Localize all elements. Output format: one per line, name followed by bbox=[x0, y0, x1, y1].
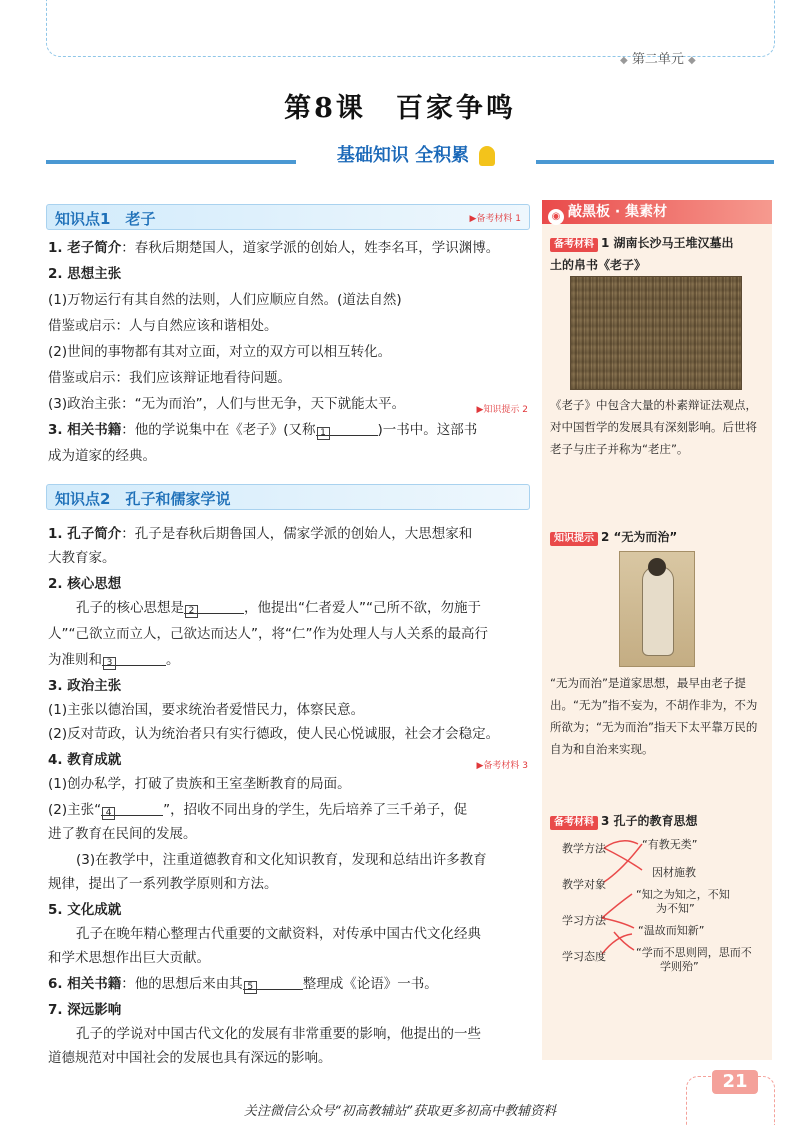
s1-para-3: (1)万物运行有其自然的法则，人们应顺应自然。(道法自然) bbox=[48, 292, 402, 308]
s1-para-9: 成为道家的经典。 bbox=[48, 448, 156, 464]
mind-right-5: “温故而知新” bbox=[638, 924, 705, 937]
s2-para-4c: 进了教育在民间的发展。 bbox=[48, 826, 197, 842]
page-title: 第8课 百家争鸣 bbox=[284, 93, 516, 124]
s2-para-7a: 孔子的学说对中国古代文化的发展有非常重要的影响，他提出的一些 bbox=[76, 1026, 481, 1042]
s2-para-4e: 规律，提出了一系列教学原则和方法。 bbox=[48, 876, 278, 892]
material-3-title: 备考材料 3 孔子的教育思想 bbox=[550, 810, 766, 832]
mind-left-1: 教学方法 bbox=[562, 842, 606, 855]
s2-para-3b: (2)反对苛政，认为统治者只有实行德政，使人民心悦诚服，社会才会稳定。 bbox=[48, 726, 500, 742]
mind-right-4: 为不知” bbox=[656, 902, 695, 915]
diamond-icon: ◆ bbox=[688, 55, 696, 66]
mind-right-3: “知之为知之，不知 bbox=[636, 888, 730, 901]
tip-2-text: “无为而治”是道家思想，最早由老子提出。“无为”指不妄为，不胡作非为，不为所欲为；“无为而治”指天下太平靠万民的自为和自治来实现。 bbox=[550, 676, 758, 756]
section-1-ref: ▶备考材料 1 bbox=[469, 214, 521, 224]
footer-note: 关注微信公众号“初高教辅站”获取更多初高中教辅资料 bbox=[243, 1104, 557, 1119]
section-2-header bbox=[46, 484, 530, 510]
diamond-icon: ◆ bbox=[620, 55, 628, 66]
material-1-text: 《老子》中包含大量的朴素辩证法观点，对中国哲学的发展具有深刻影响。后世将老子与庄子并称为“老庄”。 bbox=[550, 398, 757, 456]
answer-blank-4[interactable]: 4 bbox=[101, 800, 163, 816]
unit-text: 第二单元 bbox=[631, 52, 684, 67]
section-1-title: 知识点1 老子 bbox=[55, 210, 156, 228]
s1-para-8: 3. 相关书籍：他的学说集中在《老子》(又称 1 )一书中。这部书 bbox=[48, 422, 478, 438]
s2-para-7b: 道德规范对中国社会的发展也具有深远的影响。 bbox=[48, 1050, 332, 1066]
mind-left-2: 教学对象 bbox=[562, 878, 606, 891]
s1-para-6: 借鉴或启示：我们应该辩证地看待问题。 bbox=[48, 370, 291, 386]
answer-blank-3[interactable]: 3 bbox=[102, 650, 166, 666]
laozi-portrait-image bbox=[619, 551, 695, 667]
sidebar-header: ◉ 敲黑板 · 集素材 bbox=[542, 200, 772, 224]
s2-para-3a: (1)主张以德治国，要求统治者爱惜民力，体察民意。 bbox=[48, 702, 365, 718]
mind-right-1: “有教无类” bbox=[642, 838, 698, 851]
runner-icon bbox=[479, 146, 495, 166]
unit-label bbox=[620, 48, 696, 67]
s1-para-4: 借鉴或启示：人与自然应该和谐相处。 bbox=[48, 318, 278, 334]
answer-blank-1[interactable]: 1 bbox=[316, 420, 378, 436]
s2-para-3: 3. 政治主张 bbox=[48, 678, 122, 694]
mind-left-4: 学习态度 bbox=[562, 950, 606, 963]
page-number: 21 bbox=[712, 1070, 758, 1094]
section-2-title: 知识点2 孔子和儒家学说 bbox=[55, 490, 231, 508]
tip-tag: 知识提示 bbox=[550, 532, 598, 546]
s2-para-7: 7. 深远影响 bbox=[48, 1002, 122, 1018]
s2-para-2: 2. 核心思想 bbox=[48, 576, 122, 592]
s2-para-1: 1. 孔子简介：孔子是春秋后期鲁国人，儒家学派的创始人，大思想家和 bbox=[48, 526, 473, 542]
education-mindmap bbox=[542, 836, 772, 976]
s2-para-2a: 孔子的核心思想是 2 ，他提出“仁者爱人”“己所不欲，勿施于 bbox=[76, 600, 481, 616]
s2-para-4b: (2)主张“ 4 ”，招收不同出身的学生，先后培养了三千弟子，促 bbox=[48, 802, 468, 818]
material-tag: 备考材料 bbox=[550, 238, 598, 252]
s2-para-6: 6. 相关书籍：他的思想后来由其 5 整理成《论语》一书。 bbox=[48, 976, 438, 992]
s1-para-1: 1. 老子简介：春秋后期楚国人，道家学派的创始人，姓李名耳，学识渊博。 bbox=[48, 240, 500, 256]
material-1-title-b: 土的帛书《老子》 bbox=[550, 258, 647, 272]
material-3-ref: ▶备考材料 3 bbox=[476, 761, 528, 771]
s2-para-4: 4. 教育成就 ▶备考材料 3 bbox=[48, 748, 528, 772]
s2-para-2c: 人”“己欲立而立人，己欲达而达人”，将“仁”作为处理人与人关系的最高行 bbox=[48, 626, 488, 642]
knowledge-tip-ref: ▶知识提示 2 bbox=[476, 405, 528, 415]
s2-para-5b: 和学术思想作出巨大贡献。 bbox=[48, 950, 210, 966]
mind-left-3: 学习方法 bbox=[562, 914, 606, 927]
s1-para-5: (2)世间的事物都有其对立面，对立的双方可以相互转化。 bbox=[48, 344, 392, 360]
mind-right-2: 因材施教 bbox=[652, 866, 696, 879]
section-banner bbox=[296, 140, 536, 172]
s2-para-5a: 孔子在晚年精心整理古代重要的文献资料，对传承中国古代文化经典 bbox=[76, 926, 481, 942]
s2-para-2d: 为准则和 3 。 bbox=[48, 652, 180, 668]
answer-blank-5[interactable]: 5 bbox=[243, 974, 303, 990]
answer-blank-2[interactable]: 2 bbox=[184, 598, 244, 614]
mind-right-7: 学则殆” bbox=[660, 960, 699, 973]
speaker-icon: ◉ bbox=[548, 209, 564, 225]
material-tag: 备考材料 bbox=[550, 816, 598, 830]
tip-2-title: 知识提示 2 “无为而治” bbox=[550, 526, 766, 548]
s2-para-5: 5. 文化成就 bbox=[48, 902, 122, 918]
s1-para-2: 2. 思想主张 bbox=[48, 266, 122, 282]
material-1-title: 备考材料 1 湖南长沙马王堆汉墓出 bbox=[550, 232, 766, 254]
s2-para-4a: (1)创办私学，打破了贵族和王室垄断教育的局面。 bbox=[48, 776, 351, 792]
banner-text: 基础知识 全积累 bbox=[336, 145, 470, 166]
mind-right-6: “学而不思则罔，思而不 bbox=[636, 946, 752, 959]
s1-para-7: (3)政治主张：“无为而治”，人们与世无争，天下就能太平。 ▶知识提示 2 bbox=[48, 392, 528, 416]
s2-para-1b: 大教育家。 bbox=[48, 550, 116, 566]
silk-manuscript-image bbox=[570, 276, 742, 390]
section-1-header bbox=[46, 204, 530, 230]
s2-para-4d: (3)在教学中，注重道德教育和文化知识教育，发现和总结出许多教育 bbox=[76, 852, 487, 868]
